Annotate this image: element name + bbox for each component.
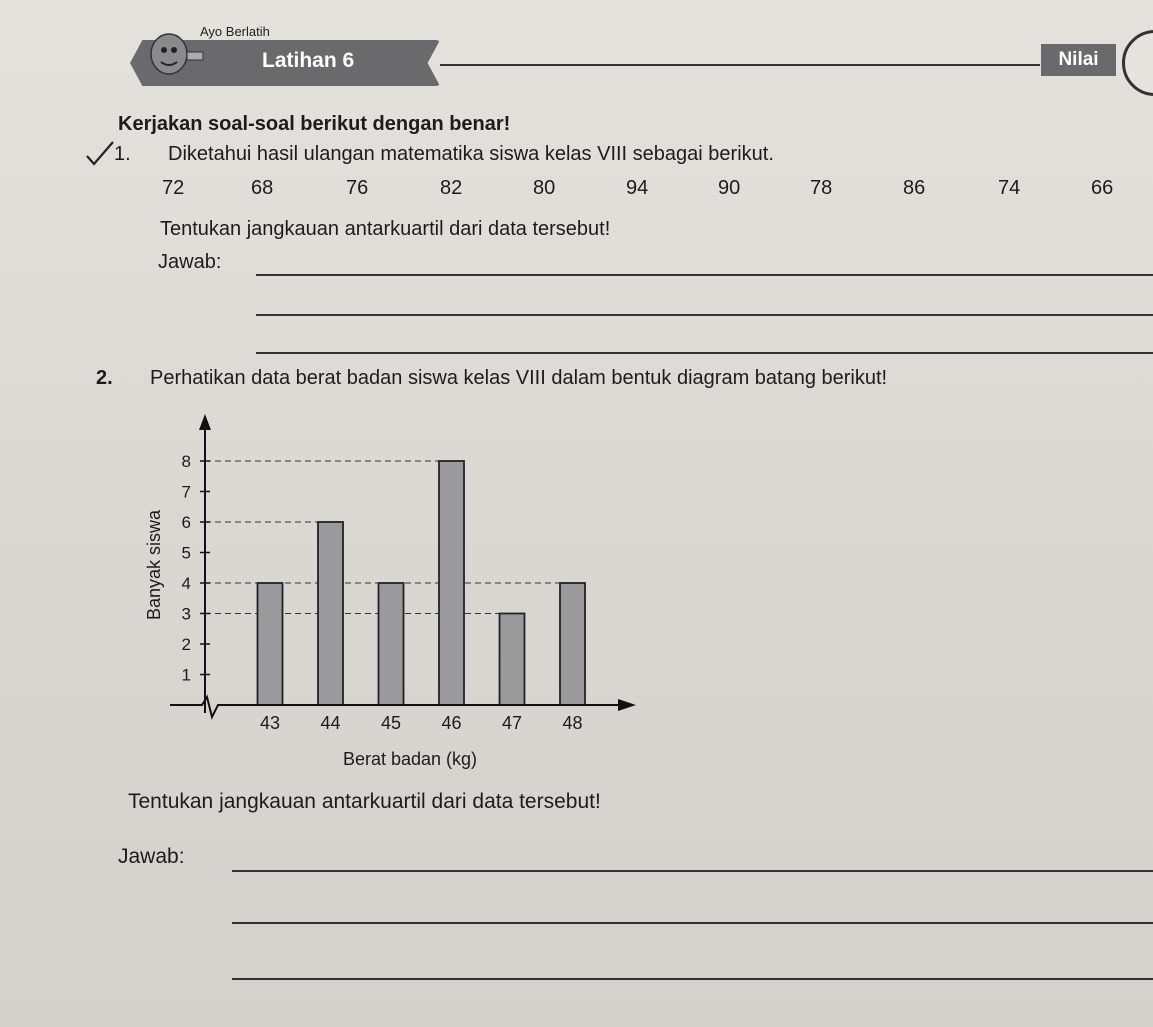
data-value: 78 (810, 177, 833, 199)
data-value: 72 (162, 177, 185, 199)
x-tick-label: 43 (259, 713, 281, 733)
data-value: 76 (346, 177, 369, 199)
bar-chart (130, 400, 650, 780)
x-axis-arrow (618, 699, 636, 711)
y-tick-label: 2 (181, 635, 191, 654)
question-1-text: Diketahui hasil ulangan matematika siswa kelas VIII sebagai berikut. (168, 143, 774, 165)
answer-1-line[interactable] (256, 314, 1153, 316)
y-tick-label: 1 (181, 665, 191, 685)
x-tick-label: 48 (562, 713, 583, 733)
question-1-task: Tentukan jangkauan antarkuartil dari data tersebut! (160, 218, 611, 240)
bar (258, 583, 283, 705)
y-tick-label: 3 (181, 604, 191, 624)
x-tick-label: 46 (441, 713, 462, 733)
instruction-text: Kerjakan soal-soal berikut dengan benar! (118, 113, 511, 135)
x-tick-label: 47 (501, 713, 523, 733)
y-axis-arrow (199, 414, 211, 430)
bar (500, 614, 525, 706)
bar (560, 583, 585, 705)
answer-1-line[interactable] (256, 352, 1153, 354)
score-box[interactable] (1122, 30, 1153, 96)
question-2-task: Tentukan jangkauan antarkuartil dari data tersebut! (128, 790, 601, 813)
data-value: 82 (440, 177, 463, 199)
answer-1-label: Jawab: (158, 251, 222, 273)
bar (379, 583, 404, 705)
data-value: 86 (903, 177, 926, 199)
x-tick-label: 44 (320, 713, 341, 733)
data-value: 94 (626, 177, 649, 199)
y-axis-title: Banyak siswa (144, 509, 164, 621)
data-value: 80 (533, 177, 556, 199)
x-axis-title: Berat badan (kg) (342, 749, 478, 769)
checkmark-icon (85, 138, 115, 168)
data-value: 90 (718, 177, 741, 199)
y-tick-label: 6 (181, 513, 191, 532)
question-1-number: 1. (114, 143, 131, 165)
data-value: 66 (1091, 177, 1114, 199)
page-title: Latihan 6 (262, 49, 355, 72)
answer-2-line[interactable] (232, 922, 1153, 924)
x-tick-label: 45 (380, 713, 402, 733)
question-2-number: 2. (96, 367, 113, 389)
answer-2-line[interactable] (232, 870, 1153, 872)
data-value: 68 (251, 177, 274, 199)
bar (439, 461, 464, 705)
header-divider (440, 64, 1040, 66)
data-value: 74 (998, 177, 1021, 199)
question-2-text: Perhatikan data berat badan siswa kelas VIII dalam bentuk diagram batang berikut! (150, 367, 888, 389)
answer-1-line[interactable] (256, 274, 1153, 276)
score-label: Nilai (1041, 44, 1116, 76)
answer-2-line[interactable] (232, 978, 1153, 980)
y-tick-label: 5 (181, 543, 191, 563)
answer-2-label: Jawab: (118, 845, 185, 868)
y-tick-label: 7 (181, 482, 191, 502)
y-tick-label: 4 (181, 574, 191, 593)
y-tick-label: 8 (181, 452, 191, 471)
bar (318, 522, 343, 705)
header-subtitle: Ayo Berlatih (200, 24, 270, 39)
